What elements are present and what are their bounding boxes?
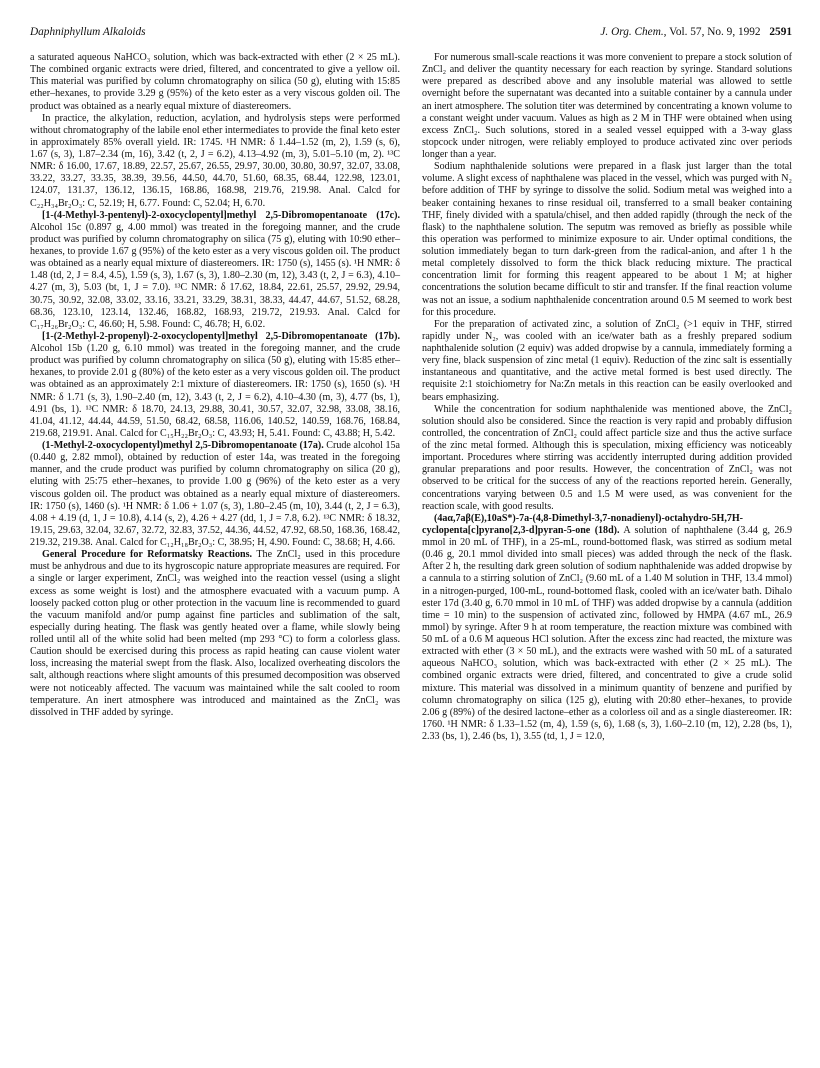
volume-info: Vol. 57, No. 9, 1992	[669, 26, 761, 38]
compound-heading: [1-(4-Methyl-3-pentenyl)-2-oxocyclopentyl]methyl 2,5-Dibromopentanoate (17c).	[42, 209, 400, 221]
body-paragraph: For the preparation of activated zinc, a solution of ZnCl₂ (>1 equiv in THF, stirred rapidly under N₂, was cooled with an ice/water bath as a freshly prepared sodium naphthalenide solution (2 equiv) was added dropwise by a cannula, immediately forming a very fine, black suspension of zinc metal (1 equiv). Reduction of the zinc salt is essentially instantaneous and quantitative, and the active metal formed is best used directly. The requisite 2:1 stoichiometry for Na:Zn metals in this reaction can be easily overlooked and bears emphasizing.	[422, 318, 792, 403]
body-paragraph: While the concentration for sodium naphthalenide was mentioned above, the ZnCl₂ solution should also be considered. Since the reaction is very rapid and probably diffusion controlled, the concentration of ZnCl₂ could affect particle size and thus the active surface of the zinc metal formed. Although this is speculation, mixing efficiency was noticeably important. Procedures where stirring was accidently interrupted during addition provided granular preparations and poor results. However, the concentration of ZnCl₂ was not observed to be critical for the success of any of the reactions reported herein. Generally, concentrations varying between 0.5 and 1.5 M were used, as was convenient for the reaction scale, with good results.	[422, 403, 792, 512]
compound-heading: (4aα,7aβ(E),10aS*)-7a-(4,8-Dimethyl-3,7-nonadienyl)-octahydro-5H,7H-cyclopenta[c]pyrano[2,3-d]pyran-5-one (18d).	[422, 512, 744, 536]
body-paragraph: For numerous small-scale reactions it was more convenient to prepare a stock solution of ZnCl₂ and deliver the quantity necessary for each reaction by syringe. Standard solutions were prepared as described above and any insoluble material was allowed to settle overnight before the supernatant was decanted into a suitable container by a cannula under an inert atmosphere. The solution titer was determined by concentrating a known volume to a constant weight under vacuum. Values as high as 2 M in THF were obtained when using excess ZnCl₂. Such solutions, stored in a sealed vessel equipped with a 3-way glass stopcock under nitrogen, were reliably employed to produce activated zinc over periods longer than a year.	[422, 52, 792, 160]
procedure-text: Crude alcohol 15a (0.440 g, 2.82 mmol), obtained by reduction of ester 14a, was treated in the foregoing manner, and the crude product was purified by column chromatography on silica (20 g), eluting with 25:75 ether–hexanes, to provide 1.00 g (96%) of the keto ester as a very viscous golden oil. The product was obtained as a nearly equal mixture of diastereomers. IR: 1750 (s), 1460 (s). ¹H NMR: δ 1.06 + 1.07 (s, 3), 1.80–2.45 (m, 10), 3.44 (t, 2, J = 6.3), 4.08 + 4.19 (d, 1, J = 10.8), 4.14 (s, 2), 4.26 + 4.27 (dd, 1, J = 7.8, 6.2). ¹³C NMR: δ 18.32, 19.15, 29.63, 32.04, 32.67, 32.72, 32.83, 37.52, 44.36, 44.52, 47.92, 68.50, 168.36, 168.42, 219.32, 219.38. Anal. Calcd for C₁₂H₁₈Br₂O₃: C, 38.95; H, 4.90. Found: C, 38.68; H, 4.66.	[30, 440, 401, 548]
body-paragraph: a saturated aqueous NaHCO₃ solution, which was back-extracted with ether (2 × 25 mL). The combined organic extracts were dried, filtered, and concentrated to give a yellow oil. This material was purified by column chromatography on silica (50 g), eluting with 15:85 ether–hexanes, to provide 3.29 g (95%) of the keto ester as a very viscous golden oil. The product was obtained as a nearly equal mixture of diastereomers.	[30, 52, 400, 112]
compound-heading: (1-Methyl-2-oxocyclopentyl)methyl 2,5-Dibromopentanoate (17a).	[42, 440, 324, 451]
procedure-text: Alcohol 15c (0.897 g, 4.00 mmol) was treated in the foregoing manner, and the crude product was purified by column chromatography on silica (75 g), eluting with 10:90 ether–hexanes, to provide 1.67 g (95%) of the keto ester as a very viscous golden oil. The product was obtained as a nearly equal mixture of diastereomers. IR: 1750 (s), 1455 (s). ¹H NMR: δ 1.48 (td, 2, J = 8.4, 4.5), 1.59 (s, 3), 1.67 (s, 3), 1.80–2.30 (m, 12), 3.43 (t, 2, J = 6.3), 4.10–4.27 (m, 3), 5.03 (bt, 1, J = 7.0). ¹³C NMR: δ 17.62, 18.84, 22.61, 25.57, 29.92, 29.94, 30.75, 30.92, 32.08, 33.02, 33.16, 33.21, 33.29, 38.31, 38.33, 44.47, 44.67, 51.52, 68.28, 68.36, 123.10, 123.14, 132.46, 168.82, 168.93, 219.72, 219.93. Anal. Calcd for C₁₇H₂₆Br₂O₃: C, 46.60; H, 5.98. Found: C, 46.78; H, 6.02.	[30, 221, 400, 330]
procedure-text: The ZnCl₂ used in this procedure must be anhydrous and due to its hygroscopic nature appropriate measures are required. For a single or larger experiment, ZnCl₂ was weighed into the reaction vessel (using a slight excess as some weight is lost) and the atmosphere evacuated with a vacuum pump. A loosely packed cotton plug or other protection in the vacuum line is recommended to guard the vacuum manifold and/or pump against fine particles and sublimation of the salt, especially during heating. The flask was gently heated over a flame, while slowly being rolled until all of the white solid had been melted (mp 293 °C) to form a colorless glass. Caution should be exercised during this process as rapid heating can cause violent water loss, increasing the material swept from the flask. Also, localized overheating discolors the salt, although reactions where slight amounts of this presumed decomposition was observed were not noticeably affected. The vacuum was maintained while the salt cooled to room temperature. An inert atmosphere was introduced and maintained as the ZnCl₂ was dissolved in THF added by syringe.	[30, 549, 400, 718]
right-column	[422, 52, 792, 743]
body-paragraph: In practice, the alkylation, reduction, acylation, and hydrolysis steps were performed without chromatography of the labile enol ether intermediates to provide the final keto ester in approximately 85% overall yield. IR: 1745. ¹H NMR: δ 1.44–1.52 (m, 2), 1.59 (s, 6), 1.67 (s, 3), 1.87–2.34 (m, 16), 3.42 (t, 2, J = 6.2), 4.13–4.92 (m, 3), 5.01–5.10 (m, 2). ¹³C NMR: δ 16.00, 17.67, 18.89, 22.57, 25.67, 26.55, 29.97, 30.00, 30.80, 30.97, 32.07, 33.08, 33.22, 33.27, 33.35, 38.39, 39.56, 44.50, 44.70, 51.60, 68.35, 68.44, 122.98, 123.01, 124.07, 131.37, 136.12, 136.15, 168.86, 168.98, 219.76, 219.98. Anal. Calcd for C₂₂H₃₄Br₂O₃: C, 52.19; H, 6.77. Found: C, 52.04; H, 6.70.	[30, 112, 400, 209]
procedure-paragraph	[422, 513, 792, 743]
procedure-paragraph	[30, 210, 400, 331]
body-paragraph: Sodium naphthalenide solutions were prepared in a flask just larger than the total volume. A slight excess of naphthalene was placed in the vessel, which was purged with N₂ before addition of THF by syringe to dissolve the solid. Sodium metal was weighed into a beaker containing hexanes to rinse residual oil, transferred to a small beaker containing THF, finely divided with a spatula/chisel, and then added rapidly (through the neck of the flask) to the naphthalene solution. The seputm was removed as briefly as possible while this operation was performed to minimize exposure to air. Under optimal conditions, the solution immediately began to turn dark-green from the radical-anion, and after 1 h the metal completely dissolved to form the thick black reducing mixture. The practical concentration limit for forming this reagent appeared to be about 1 M; at higher concentrations the solution became difficult to stir and transfer. If the final reaction volume was not an issue, a sodium naphthalenide concentration around 0.5 M seemed to work best for this procedure.	[422, 161, 792, 318]
procedure-text: A solution of naphthalene (3.44 g, 26.9 mmol in 20 mL of THF), in a 25-mL, round-bottomed flask, was stirred as sodium metal (0.46 g, 20.1 mmol divided into small pieces) was added through the neck of the flask. After 2 h, the resulting dark green solution of sodium naphthalenide was added dropwise by a cannula to a stirring solution of ZnCl₂ (9.60 mL of a 1.40 M solution in THF, 13.4 mmol) in a nitrogen-purged, 100-mL, round-bottomed flask, cooled with an ice/water bath. Dihalo ester 17d (3.40 g, 6.70 mmol in 10 mL of THF) was added dropwise by a cannula (addition time = 10 min) to the suspension of activated zinc, followed by HMPA (4.67 mL, 26.9 mmol) by syringe. After 9 h at room temperature, the reaction mixture was combined with 50 mL of a 0.6 M aqueous HCl solution. After the excess zinc had reacted, the mixture was extracted with ether (3 × 50 mL), and the extracts were washed with 50 mL of a saturated aqueous NaHCO₃ solution, which was back-extracted with ether (2 × 25 mL). The combined organic extracts were dried, filtered, and concentrated to give a crude solid mixture. This material was dissolved in a minimum quantity of benzene and purified by column chromatography on silica (125 g), eluting with 20:80 ether–hexanes, to provide 2.06 g (89%) of the desired lactone–ether as a colorless oil and as a single diastereomer. IR: 1760. ¹H NMR: δ 1.33–1.52 (m, 4), 1.59 (s, 6), 1.68 (s, 3), 1.60–2.10 (m, 12), 2.28 (bs, 1), 2.33 (bs, 1), 2.46 (bs, 1), 3.55 (td, 1, J = 12.0,	[422, 524, 792, 742]
journal-citation	[600, 26, 792, 38]
procedure-paragraph	[30, 440, 400, 549]
running-header	[30, 26, 792, 46]
compound-heading: [1-(2-Methyl-2-propenyl)-2-oxocyclopentyl]methyl 2,5-Dibromopentanoate (17b).	[42, 330, 400, 342]
procedure-text: Alcohol 15b (1.20 g, 6.10 mmol) was treated in the foregoing manner, and the crude product was purified by column chromatography on silica (50 g), eluting with 15:85 ether–hexanes, to provide 2.01 g (80%) of the keto ester as a very viscous golden oil. The product was obtained as an approximately 2:1 mixture of diastereomers. IR: 1750 (s), 1650 (s). ¹H NMR: δ 1.71 (s, 3), 1.90–2.40 (m, 12), 3.43 (t, 2, J = 6.2), 4.10–4.30 (m, 3), 4.77 (bs, 1), 4.91 (bs, 1). ¹³C NMR: δ 18.70, 24.13, 29.88, 30.41, 30.57, 32.07, 32.98, 33.08, 38.16, 41.04, 41.12, 44.44, 44.59, 51.50, 68.42, 68.58, 116.06, 140.52, 140.59, 168.76, 168.84, 219.68, 219.91. Anal. Calcd for C₁₅H₂₂Br₂O₃: C, 43.93; H, 5.41. Found: C, 43.88; H, 5.42.	[30, 343, 400, 439]
compound-heading: General Procedure for Reformatsky Reactions.	[42, 549, 252, 561]
procedure-paragraph	[30, 549, 400, 719]
running-title: Daphniphyllum Alkaloids	[30, 26, 146, 38]
page-number: 2591	[769, 26, 792, 38]
journal-title: J. Org. Chem.,	[600, 26, 667, 38]
left-column	[30, 52, 400, 719]
procedure-paragraph	[30, 331, 400, 440]
